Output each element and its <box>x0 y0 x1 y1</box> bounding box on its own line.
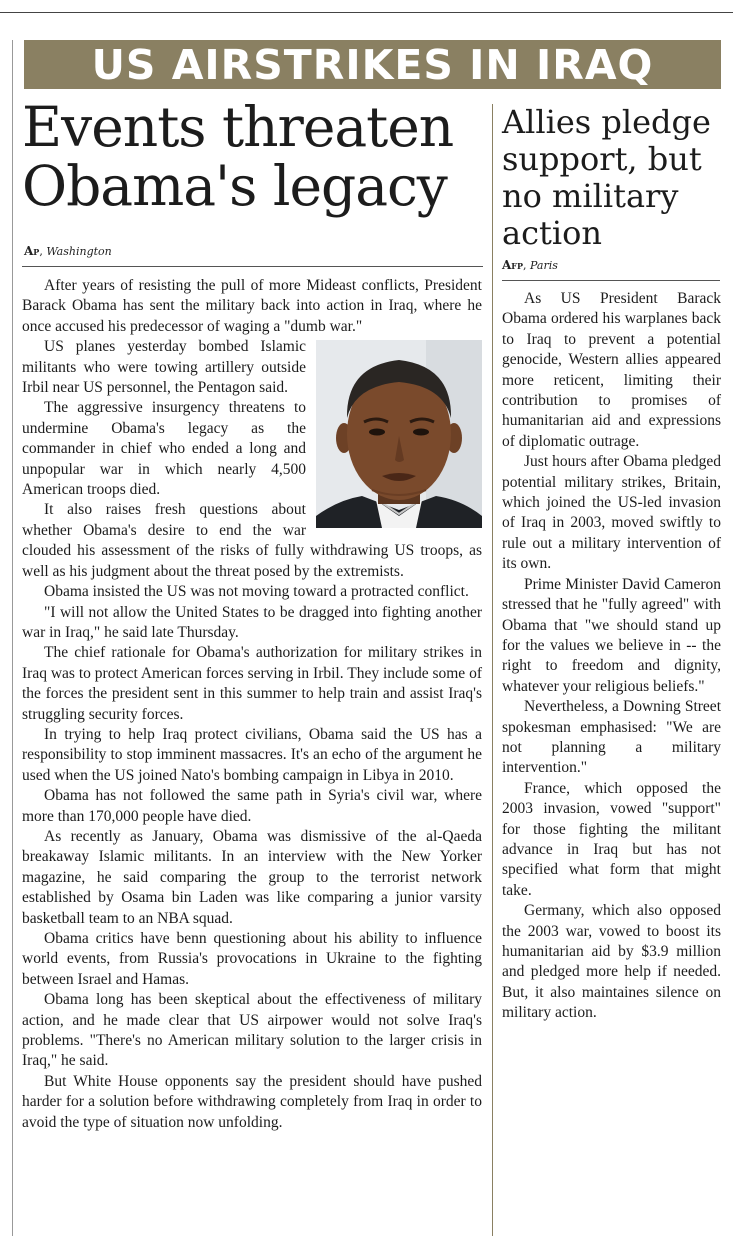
main-paragraph-5: Obama insisted the US was not moving toward a protracted conflict. <box>44 583 469 601</box>
main-paragraph-12: Obama long has been skeptical about the effectiveness of military action, and he made clear that US airpower would not solve Iraq's problems. "There's no American military solution to the larger crisis in Iraq," he said. <box>22 991 482 1070</box>
main-paragraph-10: As recently as January, Obama was dismissive of the al-Qaeda breakaway Islamic militants. In an interview with the New Yorker magazine, he said comparing the group to the terrorist network established by Osama bin Laden was like comparing a junior varsity basketball team to an NBA squad. <box>22 827 482 927</box>
side-paragraph-3: Prime Minister David Cameron stressed that he "fully agreed" with Obama that "we should stand up for the values we believe in -- the right to freedom and dignity, whatever your religious beliefs." <box>502 575 721 695</box>
side-byline-rule <box>502 280 720 281</box>
main-paragraph-13: But White House opponents say the president should have pushed harder for a solution before withdrawing completely from Iraq in order to avoid the type of situation now unfolding. <box>22 1072 482 1131</box>
main-paragraph-8: In trying to help Iraq protect civilians, Obama said the US has a responsibility to stop imminent massacres. It's an echo of the argument he used when the US joined Nato's bombing campaign in Libya in 2010. <box>22 725 482 784</box>
main-paragraph-6: "I will not allow the United States to be dragged into fighting another war in Iraq," he said late Thursday. <box>22 603 482 641</box>
main-paragraph-9: Obama has not followed the same path in Syria's civil war, where more than 170,000 people have died. <box>22 787 482 825</box>
top-rule <box>0 12 733 13</box>
side-dateline: Paris <box>530 259 558 272</box>
side-paragraph-2: Just hours after Obama pledged potential military strikes, Britain, which joined the US-led invasion of Iraq in 2003, moved swiftly to rule out a military intervention of its own. <box>502 453 721 573</box>
section-banner: US AIRSTRIKES IN IRAQ <box>24 40 721 89</box>
main-paragraph-7: The chief rationale for Obama's authorization for military strikes in Iraq was to protect American forces serving in Irbil. They include some of the forces the president sent in this summer to help train and assist Iraq's struggling security forces. <box>22 644 482 723</box>
main-paragraph-4: It also raises fresh questions about whether Obama's desire to end the war clouded his assessment of the risks of fully withdrawing US troops, as well as his judgment about the threat posed by the extremists. <box>22 501 482 580</box>
main-paragraph-11: Obama critics have benn questioning about his ability to influence world events, from Russia's provocations in Ukraine to the fighting between Israel and Hamas. <box>22 930 482 988</box>
main-byline: Ap, Washington <box>24 244 112 258</box>
side-paragraph-6: Germany, which also opposed the 2003 war, vowed to boost its humanitarian aid by $3.9 million and pledged more help if needed. But, it also maintaines silence on military action. <box>502 902 721 1022</box>
main-article-body <box>22 276 482 1133</box>
main-byline-rule <box>22 266 483 267</box>
main-paragraph-3: The aggressive insurgency threatens to undermine Obama's legacy as the commander in chief who ended a long and unpopular war in which nearly 4,500 American troops died. <box>22 399 306 499</box>
side-paragraph-1: As US President Barack Obama ordered his warplanes back to Iraq to prevent a potential genocide, Western allies appeared more reticent, limiting their contribution to promises of humanitarian aid and expressions of diplomatic outrage. <box>502 290 721 450</box>
main-paragraph-2-text: US planes yesterday bombed Islamic militants who were towing artillery outside Irbil near US personnel, the Pentagon said. <box>22 338 306 397</box>
main-headline: Events threaten Obama's legacy <box>22 95 454 218</box>
page-gutter-rule <box>12 40 13 1236</box>
side-article-body <box>502 289 721 1024</box>
main-paragraph-1: After years of resisting the pull of more Mideast conflicts, President Barack Obama has sent the military back into action in Iraq, where he once accused his predecessor of waging a "dumb war." <box>22 277 482 335</box>
main-dateline: Washington <box>46 245 112 258</box>
side-agency: Afp <box>502 258 524 272</box>
main-agency: Ap <box>24 244 40 258</box>
side-headline: Allies pledge support, but no military action <box>502 103 711 252</box>
side-byline: Afp, Paris <box>502 258 558 272</box>
column-divider <box>492 104 493 1236</box>
obama-photo <box>316 340 482 528</box>
side-paragraph-4: Nevertheless, a Downing Street spokesman emphasised: "We are not planning a military intervention." <box>502 698 721 777</box>
side-paragraph-5: France, which opposed the 2003 invasion, vowed "support" for those fighting the militant advance in Iraq but has not specified what form that might take. <box>502 779 721 899</box>
main-paragraph-2 <box>22 337 482 398</box>
